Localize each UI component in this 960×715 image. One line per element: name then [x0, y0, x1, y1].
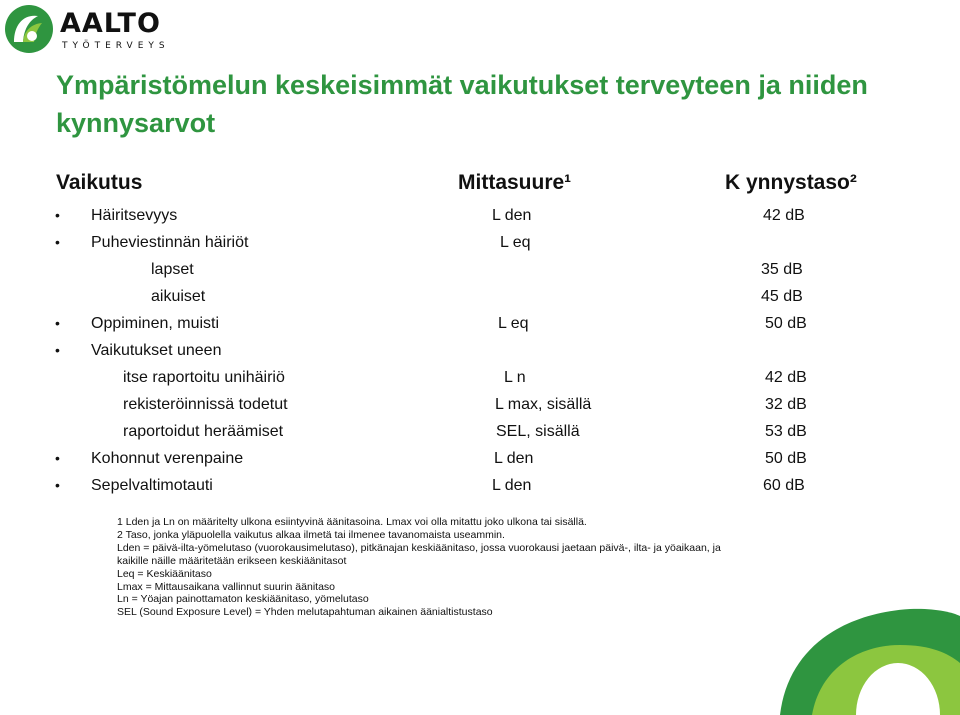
- effect-cell: Vaikutukset uneen: [91, 342, 222, 359]
- decorative-corner-graphic: [740, 555, 960, 715]
- effect-cell: Oppiminen, muisti: [91, 315, 220, 332]
- footnote-line: 1 Lden ja Ln on määritelty ulkona esiintyvinä äänitasoina. Lmax voi olla mitattu joko ulkona tai sisällä.: [117, 516, 587, 528]
- footnote-line: Lmax = Mittausaikana vallinnut suurin äänitaso: [117, 580, 335, 593]
- aalto-logo: [4, 4, 170, 56]
- table-row: [0, 288, 960, 315]
- measure-cell: L max, sisällä: [495, 396, 592, 413]
- logo-subtitle: TYÖTERVEYS: [62, 41, 170, 51]
- logo-wordmark: AALTO: [60, 8, 161, 39]
- table-row: [0, 396, 960, 423]
- effect-cell: Puheviestinnän häiriöt: [91, 234, 249, 251]
- table-row: [0, 315, 960, 342]
- measure-cell: L eq: [500, 234, 531, 251]
- effect-cell: Häiritsevyys: [91, 207, 178, 224]
- effect-cell: itse raportoitu unihäiriö: [123, 369, 285, 386]
- page-title: Ympäristömelun keskeisimmät vaikutukset terveyteen ja niiden kynnysarvot: [56, 70, 868, 138]
- measure-cell: L den: [492, 477, 532, 494]
- threshold-cell: 53 dB: [765, 423, 807, 440]
- bullet: •: [55, 234, 60, 250]
- threshold-cell: 60 dB: [763, 477, 805, 494]
- measure-cell: SEL, sisällä: [496, 423, 580, 440]
- effect-cell: Sepelvaltimotauti: [91, 477, 213, 494]
- bullet: •: [55, 450, 60, 466]
- aalto-logo-icon: [4, 4, 54, 54]
- table-row: [0, 450, 960, 477]
- threshold-cell: 32 dB: [765, 396, 807, 413]
- effect-cell: rekisteröinnissä todetut: [123, 396, 288, 413]
- footnote-line: Lden = päivä-ilta-yömelutaso (vuorokausimelutaso), pitkänajan keskiäänitaso, jossa vuorokausi jaetaan päivä-, ilta- ja yöaikaan, ja: [117, 541, 721, 554]
- table-row: [0, 342, 960, 369]
- measure-cell: L n: [504, 369, 526, 386]
- table-row: [0, 423, 960, 450]
- footnote-line: kaikille näille määritetään erikseen keskiäänitasot: [117, 554, 347, 567]
- effect-cell: raportoidut heräämiset: [123, 423, 284, 440]
- effect-cell: aikuiset: [151, 288, 206, 305]
- effect-cell: Kohonnut verenpaine: [91, 450, 244, 467]
- measure-cell: L den: [494, 450, 534, 467]
- footnote-line: Leq = Keskiäänitaso: [117, 567, 212, 580]
- measure-cell: L eq: [498, 315, 529, 332]
- bullet: •: [55, 342, 60, 358]
- measure-cell: L den: [492, 207, 532, 224]
- table-row: [0, 477, 960, 504]
- threshold-cell: 42 dB: [763, 207, 805, 224]
- bullet: •: [55, 207, 60, 223]
- threshold-cell: 42 dB: [765, 369, 807, 386]
- footnotes: [117, 516, 721, 619]
- footnote-line: 2 Taso, jonka yläpuolella vaikutus alkaa ilmetä tai ilmenee tavanomaista useammin.: [117, 528, 505, 541]
- header-threshold: K ynnystaso²: [725, 171, 857, 194]
- threshold-cell: 50 dB: [765, 315, 807, 332]
- bullet: •: [55, 477, 60, 493]
- table-row: [0, 261, 960, 288]
- threshold-cell: 35 dB: [761, 261, 803, 278]
- header-effect: Vaikutus: [56, 171, 143, 194]
- footnote-line: Ln = Yöajan painottamaton keskiäänitaso, yömelutaso: [117, 593, 369, 606]
- threshold-cell: 50 dB: [765, 450, 807, 467]
- footnote-line: SEL (Sound Exposure Level) = Yhden melutapahtuman aikainen äänialtistustaso: [117, 606, 493, 619]
- table-row: [0, 369, 960, 396]
- bullet: •: [55, 315, 60, 331]
- table-row: [0, 234, 960, 261]
- header-measure: Mittasuure¹: [458, 171, 572, 194]
- effect-cell: lapset: [151, 261, 194, 278]
- threshold-cell: 45 dB: [761, 288, 803, 305]
- table-row: [0, 207, 960, 234]
